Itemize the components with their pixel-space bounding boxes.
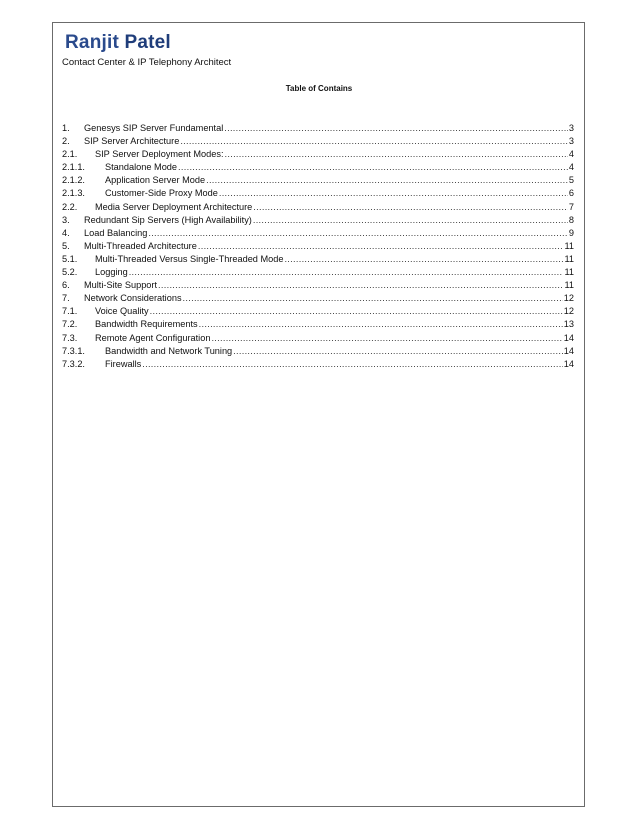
toc-dot-leader (199, 318, 563, 331)
toc-entry[interactable] (62, 253, 574, 266)
toc-entry-page: 11 (564, 280, 574, 291)
toc-entry-title: Genesys SIP Server Fundamental (84, 123, 224, 133)
toc-entry[interactable] (62, 174, 574, 187)
toc-entry-number: 7.3.1. (62, 345, 85, 356)
toc-entry[interactable] (62, 279, 574, 292)
toc-entry[interactable] (62, 187, 574, 200)
toc-entry-number: 7.3. (62, 332, 78, 343)
toc-entry-title: Voice Quality (95, 306, 149, 317)
toc-entry-page: 14 (563, 332, 574, 343)
toc-entry-number: 2. (62, 136, 70, 147)
toc-entry[interactable] (62, 305, 574, 318)
toc-entry-title: Bandwidth and Network Tuning (105, 345, 233, 356)
toc-entry-title: Network Considerations (84, 293, 182, 304)
toc-entry-page: 6 (568, 188, 574, 199)
toc-entry[interactable] (62, 201, 574, 214)
toc-heading: Table of Contains (285, 84, 353, 93)
toc-entry-number: 2.2. (62, 201, 78, 212)
toc-entry-number: 7.3.2. (62, 358, 85, 369)
toc-entry-page: 8 (568, 214, 574, 225)
toc-dot-leader (225, 148, 568, 161)
toc-entry-title: Multi-Threaded Versus Single-Threaded Mode (95, 253, 284, 264)
toc-entry-page: 11 (564, 267, 574, 278)
toc-entry[interactable] (62, 266, 574, 279)
author-subtitle: Contact Center & IP Telephony Architect (62, 57, 232, 68)
toc-dot-leader (233, 345, 563, 358)
toc-entry-title: Standalone Mode (105, 162, 178, 173)
toc-entry-number: 7. (62, 293, 70, 304)
author-first-name: Ranjit (65, 32, 119, 53)
toc-entry[interactable] (62, 122, 574, 135)
toc-entry[interactable] (62, 345, 574, 358)
toc-entry-number: 5.1. (62, 253, 78, 264)
toc-entry-page: 12 (563, 306, 574, 317)
toc-dot-leader (142, 358, 563, 371)
toc-entry-number: 2.1.3. (62, 188, 85, 199)
toc-entry-title: Redundant Sip Servers (High Availability) (84, 214, 252, 225)
toc-entry[interactable] (62, 332, 574, 345)
toc-entry-page: 13 (563, 319, 574, 330)
toc-entry-number: 2.1.1. (62, 162, 85, 173)
toc-entry-number: 3. (62, 214, 70, 225)
table-of-contents (62, 122, 574, 371)
toc-entry[interactable] (62, 214, 574, 227)
toc-dot-leader (253, 214, 568, 227)
toc-dot-leader (129, 266, 564, 279)
author-name (65, 32, 171, 54)
toc-entry[interactable] (62, 135, 574, 148)
toc-entry-page: 4 (568, 149, 574, 160)
toc-dot-leader (284, 253, 563, 266)
toc-entry-number: 4. (62, 227, 70, 238)
toc-entry[interactable] (62, 318, 574, 331)
toc-entry-number: 1. (62, 123, 70, 133)
toc-dot-leader (180, 135, 568, 148)
toc-dot-leader (219, 187, 568, 200)
toc-entry-page: 14 (563, 358, 574, 369)
toc-entry-page: 14 (563, 345, 574, 356)
toc-dot-leader (158, 279, 563, 292)
toc-entry-page: 3 (568, 136, 574, 147)
toc-entry-title: Application Server Mode (105, 175, 206, 186)
toc-entry-number: 2.1.2. (62, 175, 85, 186)
toc-dot-leader (224, 122, 568, 135)
toc-entry-title: Media Server Deployment Architecture (95, 201, 253, 212)
toc-entry-title: Logging (95, 267, 128, 278)
toc-dot-leader (183, 292, 563, 305)
toc-entry-page: 11 (564, 253, 574, 264)
toc-entry[interactable] (62, 227, 574, 240)
toc-entry-page: 5 (568, 175, 574, 186)
toc-dot-leader (178, 161, 568, 174)
toc-entry-title: Load Balancing (84, 227, 148, 238)
toc-entry-number: 7.1. (62, 306, 78, 317)
toc-entry-title: Customer-Side Proxy Mode (105, 188, 218, 199)
toc-dot-leader (206, 174, 568, 187)
toc-entry-number: 2.1. (62, 149, 78, 160)
toc-entry-page: 3 (568, 123, 574, 133)
toc-entry-page: 7 (568, 201, 574, 212)
toc-entry-page: 4 (568, 162, 574, 173)
toc-entry-title: Bandwidth Requirements (95, 319, 198, 330)
toc-entry[interactable] (62, 240, 574, 253)
toc-entry[interactable] (62, 161, 574, 174)
toc-entry-title: Multi-Site Support (84, 280, 158, 291)
toc-entry-title: Firewalls (105, 358, 142, 369)
toc-dot-leader (253, 201, 568, 214)
toc-dot-leader (198, 240, 564, 253)
toc-entry-title: SIP Server Deployment Modes: (95, 149, 224, 160)
toc-entry-number: 5.2. (62, 267, 78, 278)
toc-entry-page: 12 (563, 293, 574, 304)
toc-dot-leader (148, 227, 568, 240)
toc-dot-leader (150, 305, 563, 318)
toc-entry-number: 6. (62, 280, 70, 291)
toc-entry-title: Remote Agent Configuration (95, 332, 211, 343)
toc-entry-number: 7.2. (62, 319, 78, 330)
toc-entry-title: Multi-Threaded Architecture (84, 240, 197, 251)
toc-dot-leader (211, 332, 562, 345)
toc-entry[interactable] (62, 292, 574, 305)
author-last-name: Patel (124, 32, 171, 53)
toc-entry-number: 5. (62, 240, 70, 251)
toc-entry[interactable] (62, 358, 574, 371)
toc-entry-page: 11 (564, 240, 574, 251)
toc-entry[interactable] (62, 148, 574, 161)
toc-entry-page: 9 (568, 227, 574, 238)
toc-entry-title: SIP Server Architecture (84, 136, 180, 147)
